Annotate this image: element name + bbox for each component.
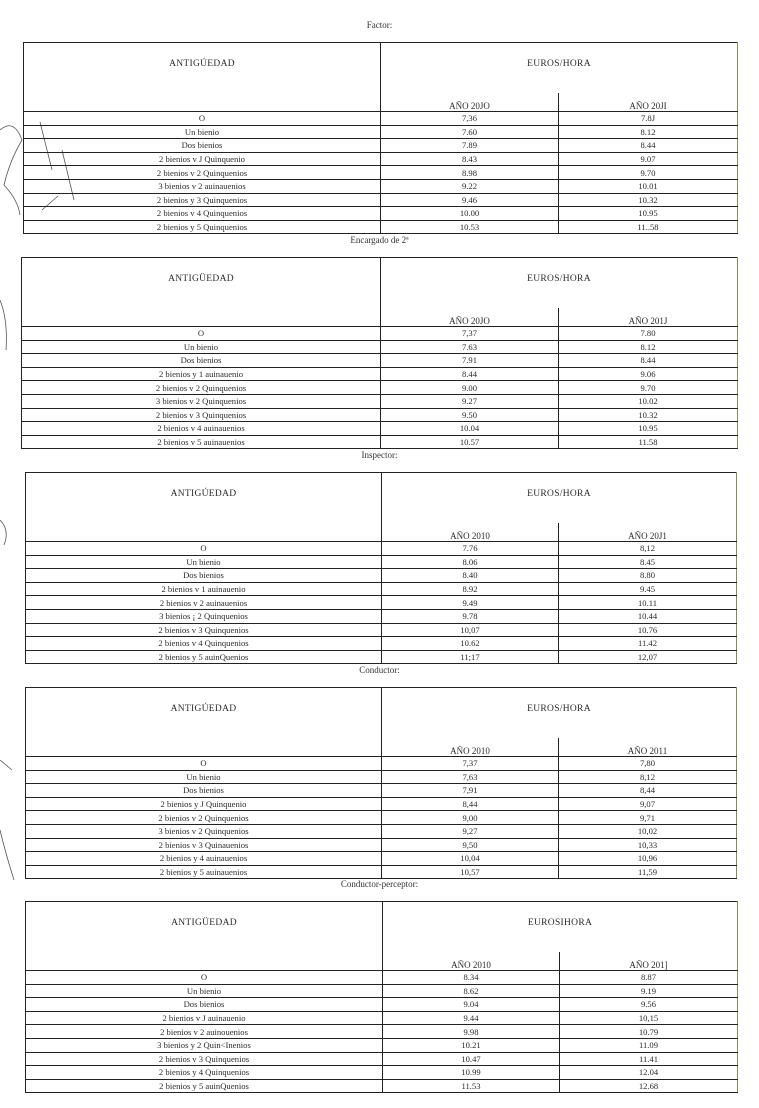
salary-table-conductor: [25, 687, 737, 879]
table-row: [22, 408, 738, 422]
rate-year-1-cell: 10.99: [383, 1066, 560, 1080]
rate-year-2-cell: 10,33: [559, 838, 737, 852]
table-row: [26, 984, 738, 998]
table-body: [22, 327, 738, 449]
rate-year-2-cell: 8,12: [559, 770, 737, 784]
seniority-cell: Dos bienios: [26, 998, 383, 1012]
table-row: [26, 555, 737, 569]
seniority-cell: 2 bienios v 3 Quinquenios: [22, 408, 381, 422]
seniority-cell: Un bienio: [26, 555, 382, 569]
rate-year-1-cell: 7,63: [382, 770, 559, 784]
rate-year-1-cell: 9.27: [381, 394, 559, 408]
rate-year-2-cell: 8.45: [559, 555, 737, 569]
rate-year-2-cell: 7.80: [559, 327, 738, 341]
rate-year-2-cell: 11.41: [560, 1052, 738, 1066]
rate-year-2-cell: 8.87: [560, 971, 738, 985]
rate-year-2-cell: 8.44: [559, 354, 738, 368]
header-antiguedad: ANTIGÜEDAD: [22, 258, 381, 327]
seniority-cell: 3 bienios ¡ 2 Quinquenios: [26, 609, 382, 623]
table-row: [22, 340, 738, 354]
seniority-cell: 3 bienios v 2 Quinquenios: [26, 824, 382, 838]
table-row: [26, 609, 737, 623]
table-row: [22, 422, 738, 436]
rate-year-2-cell: 7,80: [559, 757, 737, 771]
salary-table-encargado: [21, 257, 738, 449]
rate-year-1-cell: 7,91: [382, 784, 559, 798]
rate-year-2-cell: 9.70: [559, 166, 738, 180]
table-row: [26, 582, 737, 596]
seniority-cell: 2 bienios y 3 Quinquenios: [24, 193, 381, 207]
rate-year-1-cell: 10.62: [382, 637, 559, 651]
rate-year-1-cell: 10,57: [382, 865, 559, 879]
rate-year-2-cell: 10.32: [559, 408, 738, 422]
table-row: [26, 998, 738, 1012]
table-row: [22, 327, 738, 341]
rate-year-2-cell: 10.95: [559, 207, 738, 221]
rate-year-1-cell: 9.46: [381, 193, 559, 207]
rate-year-1-cell: 11;17: [382, 650, 559, 664]
header-year-2: AÑO 201]: [560, 952, 738, 971]
rate-year-2-cell: 9.07: [559, 152, 738, 166]
seniority-cell: Dos bienios: [24, 139, 381, 153]
rate-year-2-cell: 8.44: [559, 139, 738, 153]
rate-year-2-cell: 9.19: [560, 984, 738, 998]
rate-year-2-cell: 11,59: [559, 865, 737, 879]
rate-year-1-cell: 11.53: [383, 1079, 560, 1093]
table-row: [22, 354, 738, 368]
header-year-2: AÑO 20JI: [559, 93, 738, 112]
rate-year-2-cell: 7.8J: [559, 112, 738, 126]
rate-year-1-cell: 9.44: [383, 1011, 560, 1025]
rate-year-2-cell: 8,12: [559, 542, 737, 556]
seniority-cell: Dos bienios: [26, 784, 382, 798]
seniority-cell: 2 bienios v 2 auinouenios: [26, 1025, 383, 1039]
rate-year-1-cell: 10,04: [382, 852, 559, 866]
seniority-cell: 2 bienios v 4 Quinquenios: [26, 637, 382, 651]
header-euros-hora: EUROS/HORA: [381, 43, 738, 94]
seniority-cell: 2 bienios v 2 auinauenios: [26, 596, 382, 610]
table-row: [26, 596, 737, 610]
rate-year-1-cell: 10.53: [381, 220, 559, 234]
rate-year-2-cell: 10.44: [559, 609, 737, 623]
table-body: [26, 542, 737, 664]
table-row: [26, 1066, 738, 1080]
table-row: [22, 435, 738, 449]
rate-year-2-cell: 10.11: [559, 596, 737, 610]
rate-year-1-cell: 8.62: [383, 984, 560, 998]
rate-year-2-cell: 9,07: [559, 797, 737, 811]
rate-year-2-cell: 12,07: [559, 650, 737, 664]
seniority-cell: 2 bienios v 3 Quinauenios: [26, 838, 382, 852]
salary-table-conductor-perceptor: [25, 901, 738, 1093]
rate-year-1-cell: 8.06: [382, 555, 559, 569]
table-row: [26, 797, 737, 811]
header-euros-hora: EUROS/HORA: [382, 688, 737, 739]
section-caption-factor: Factor:: [366, 20, 393, 30]
table-row: [26, 770, 737, 784]
header-year-1: AÑO 2010: [382, 523, 559, 542]
seniority-cell: O: [24, 112, 381, 126]
seniority-cell: 2 bienios v J auinauenio: [26, 1011, 383, 1025]
rate-year-1-cell: 8.40: [382, 569, 559, 583]
table-row: [26, 838, 737, 852]
rate-year-2-cell: 11..58: [559, 220, 738, 234]
rate-year-2-cell: 8.80: [559, 569, 737, 583]
table-row: [26, 757, 737, 771]
rate-year-1-cell: 7.63: [381, 340, 559, 354]
rate-year-1-cell: 7.60: [381, 125, 559, 139]
seniority-cell: 2 bienios y 5 auinauenios: [26, 865, 382, 879]
rate-year-1-cell: 9,00: [382, 811, 559, 825]
rate-year-1-cell: 8.92: [382, 582, 559, 596]
rate-year-2-cell: 8.12: [559, 125, 738, 139]
table-row: [24, 112, 738, 126]
rate-year-2-cell: 10,15: [560, 1011, 738, 1025]
seniority-cell: 2 bienios v 2 Quinquenios: [22, 381, 381, 395]
header-antiguedad: ANTIGÚEDAD: [26, 473, 382, 542]
header-year-2: AÑO 20J1: [559, 523, 737, 542]
table-row: [24, 125, 738, 139]
rate-year-1-cell: 8.44: [381, 367, 559, 381]
table-row: [26, 784, 737, 798]
seniority-cell: 2 bienios y J Quinquenio: [26, 797, 382, 811]
seniority-cell: O: [22, 327, 381, 341]
seniority-cell: Un bienio: [26, 984, 383, 998]
section-caption-conductor-perceptor: Conductor-perceptor:: [340, 879, 419, 889]
seniority-cell: O: [26, 971, 383, 985]
table-row: [26, 1011, 738, 1025]
rate-year-1-cell: 9.98: [383, 1025, 560, 1039]
table-row: [26, 569, 737, 583]
rate-year-1-cell: 8,44: [382, 797, 559, 811]
rate-year-1-cell: 9.22: [381, 179, 559, 193]
table-row: [26, 852, 737, 866]
rate-year-1-cell: 9.49: [382, 596, 559, 610]
seniority-cell: 2 bienios v 1 auinauenio: [26, 582, 382, 596]
rate-year-2-cell: 8,44: [559, 784, 737, 798]
rate-year-2-cell: 10.76: [559, 623, 737, 637]
seniority-cell: 3 bienios v 2 Quinquenios: [22, 394, 381, 408]
table-row: [22, 394, 738, 408]
table-body: [26, 757, 737, 879]
seniority-cell: Un bienio: [26, 770, 382, 784]
rate-year-2-cell: 10.32: [559, 193, 738, 207]
rate-year-1-cell: 9,50: [382, 838, 559, 852]
header-year-2: AÑO 2011: [559, 738, 737, 757]
salary-table-inspector: [25, 472, 737, 664]
seniority-cell: O: [26, 542, 382, 556]
rate-year-1-cell: 10.57: [381, 435, 559, 449]
seniority-cell: 2 bienios y 1 auinauenio: [22, 367, 381, 381]
seniority-cell: 2 bienios v 2 Quinquenios: [26, 811, 382, 825]
header-year-2: AÑO 201J: [559, 308, 738, 327]
rate-year-1-cell: 9.78: [382, 609, 559, 623]
rate-year-2-cell: 11.58: [559, 435, 738, 449]
table-row: [26, 1052, 738, 1066]
rate-year-2-cell: 11.42: [559, 637, 737, 651]
seniority-cell: 2 bienios v 3 Quinquenios: [26, 623, 382, 637]
header-year-1: AÑO 20JO: [381, 308, 559, 327]
table-row: [26, 1038, 738, 1052]
seniority-cell: Un bienio: [22, 340, 381, 354]
header-year-1: AÑO 2010: [383, 952, 560, 971]
table-body: [24, 112, 738, 234]
seniority-cell: 2 bienios v 4 Quinquenios: [24, 207, 381, 221]
rate-year-2-cell: 9,71: [559, 811, 737, 825]
section-caption-conductor: Conductor:: [359, 665, 400, 675]
seniority-cell: 2 bienios v 2 Quinquenios: [24, 166, 381, 180]
seniority-cell: Un bienio: [24, 125, 381, 139]
rate-year-1-cell: 7,37: [382, 757, 559, 771]
table-row: [26, 623, 737, 637]
table-row: [24, 207, 738, 221]
table-row: [26, 811, 737, 825]
rate-year-1-cell: 10.21: [383, 1038, 560, 1052]
rate-year-2-cell: 12.68: [560, 1079, 738, 1093]
rate-year-1-cell: 7,37: [381, 327, 559, 341]
table-row: [24, 179, 738, 193]
seniority-cell: 2 bienios v 3 Quinquenios: [26, 1052, 383, 1066]
rate-year-2-cell: 11.09: [560, 1038, 738, 1052]
rate-year-2-cell: 12.04: [560, 1066, 738, 1080]
header-euros-hora: EUROS/HORA: [381, 258, 738, 309]
header-year-1: AÑO 2010: [382, 738, 559, 757]
rate-year-1-cell: 8.43: [381, 152, 559, 166]
rate-year-1-cell: 7.89: [381, 139, 559, 153]
table-body: [26, 971, 738, 1093]
rate-year-1-cell: 9,27: [382, 824, 559, 838]
rate-year-1-cell: 9.04: [383, 998, 560, 1012]
section-caption-encargado: Encargado de 2ª: [350, 235, 409, 245]
rate-year-1-cell: 7.91: [381, 354, 559, 368]
salary-table-factor: [23, 42, 738, 234]
rate-year-1-cell: 10.47: [383, 1052, 560, 1066]
header-antiguedad: ANTIGÚEDAD: [26, 688, 382, 757]
table-row: [22, 367, 738, 381]
section-caption-inspector: Inspector:: [361, 450, 398, 460]
rate-year-2-cell: 9.56: [560, 998, 738, 1012]
table-row: [24, 152, 738, 166]
seniority-cell: 2 bienios v 4 auinauenios: [22, 422, 381, 436]
rate-year-2-cell: 8.12: [559, 340, 738, 354]
seniority-cell: 2 bienios y 4 Quinquenios: [26, 1066, 383, 1080]
rate-year-2-cell: 10.79: [560, 1025, 738, 1039]
table-row: [26, 637, 737, 651]
header-antiguedad: ANTIGÜEDAD: [26, 902, 383, 971]
rate-year-2-cell: 10,96: [559, 852, 737, 866]
header-euros-hora: EUROSIHORA: [383, 902, 738, 953]
header-year-1: AÑO 20JO: [381, 93, 559, 112]
seniority-cell: 2 bienios v 5 auinauenios: [22, 435, 381, 449]
rate-year-2-cell: 10,02: [559, 824, 737, 838]
rate-year-1-cell: 10.04: [381, 422, 559, 436]
header-euros-hora: EUROS/HORA: [382, 473, 737, 524]
rate-year-1-cell: 8.34: [383, 971, 560, 985]
rate-year-1-cell: 8.98: [381, 166, 559, 180]
seniority-cell: 2 bienios y 5 auinQuenios: [26, 650, 382, 664]
seniority-cell: 2 bienios y 5 auinQuenios: [26, 1079, 383, 1093]
seniority-cell: Dos bienios: [26, 569, 382, 583]
rate-year-2-cell: 10.02: [559, 394, 738, 408]
rate-year-2-cell: 9.45: [559, 582, 737, 596]
table-row: [26, 1079, 738, 1093]
seniority-cell: 2 bienios y 5 Quinquenios: [24, 220, 381, 234]
table-row: [24, 139, 738, 153]
rate-year-2-cell: 10.01: [559, 179, 738, 193]
seniority-cell: 2 bienios v J Quinquenio: [24, 152, 381, 166]
table-row: [26, 542, 737, 556]
table-row: [26, 650, 737, 664]
header-antiguedad: ANTIGÚEDAD: [24, 43, 381, 112]
table-row: [26, 865, 737, 879]
seniority-cell: 2 bienios y 4 auinauenios: [26, 852, 382, 866]
table-row: [24, 220, 738, 234]
seniority-cell: Dos bienios: [22, 354, 381, 368]
rate-year-1-cell: 7.76: [382, 542, 559, 556]
rate-year-2-cell: 9.06: [559, 367, 738, 381]
table-row: [26, 1025, 738, 1039]
seniority-cell: O: [26, 757, 382, 771]
table-row: [24, 193, 738, 207]
rate-year-1-cell: 10,07: [382, 623, 559, 637]
table-row: [26, 824, 737, 838]
rate-year-2-cell: 10.95: [559, 422, 738, 436]
rate-year-1-cell: 10.00: [381, 207, 559, 221]
table-row: [22, 381, 738, 395]
rate-year-1-cell: 9.50: [381, 408, 559, 422]
table-row: [26, 971, 738, 985]
rate-year-2-cell: 9.70: [559, 381, 738, 395]
rate-year-1-cell: 9.00: [381, 381, 559, 395]
table-row: [24, 166, 738, 180]
seniority-cell: 3 bienios y 2 Quin<Inenios: [26, 1038, 383, 1052]
rate-year-1-cell: 7,36: [381, 112, 559, 126]
seniority-cell: 3 bienios v 2 auinauenios: [24, 179, 381, 193]
